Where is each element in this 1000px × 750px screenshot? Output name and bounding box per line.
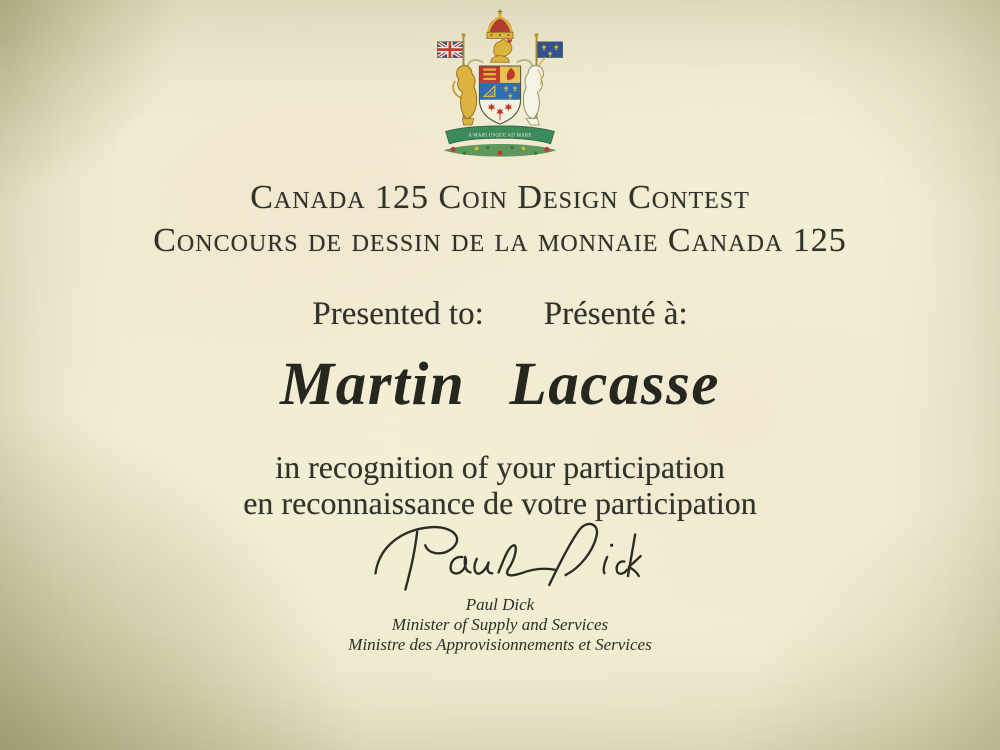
contest-title-fr: Concours de dessin de la monnaie Canada 125 xyxy=(153,222,847,259)
shield-icon xyxy=(479,66,520,124)
recognition-line-fr: en reconnaissance de votre participation xyxy=(243,485,757,521)
fleur-de-lis-flag-icon xyxy=(537,42,562,58)
motto-text: A MARI USQUE AD MARE xyxy=(468,133,532,139)
lion-supporter-icon xyxy=(453,66,476,125)
contest-titles xyxy=(0,176,1000,262)
signatory-name: Paul Dick xyxy=(465,595,535,614)
recognition-lines xyxy=(0,449,1000,521)
canada-royal-coat-of-arms-icon xyxy=(425,8,575,169)
unicorn-supporter-icon xyxy=(523,58,545,125)
presented-to-label-en: Presented to: xyxy=(312,296,484,332)
recognition-line-en: in recognition of your participation xyxy=(275,449,725,485)
recipient-name: Martin Lacasse xyxy=(280,351,720,418)
presented-to-row xyxy=(0,296,1000,333)
union-jack-flag-icon xyxy=(437,42,462,58)
paul-dick-signature xyxy=(361,519,651,595)
contest-title-en: Canada 125 Coin Design Contest xyxy=(250,179,750,216)
signatory-title-fr: Ministre des Approvisionnements et Services xyxy=(348,635,652,654)
royal-crown-icon xyxy=(487,9,513,38)
motto-ribbon xyxy=(446,126,555,144)
crest-lion-icon xyxy=(491,37,513,62)
signatory-block xyxy=(0,595,1000,655)
signatory-title-en: Minister of Supply and Services xyxy=(391,615,609,634)
floral-wreath xyxy=(444,144,556,157)
presented-to-label-fr: Présenté à: xyxy=(543,296,688,332)
